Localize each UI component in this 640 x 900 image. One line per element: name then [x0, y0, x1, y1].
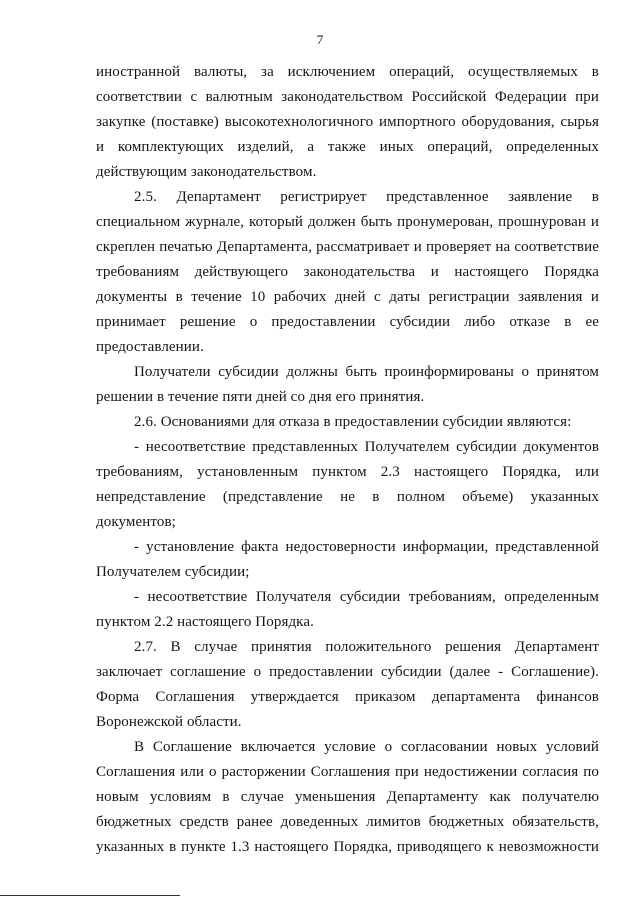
text-line: 2.5. Департамент регистрирует представленное заявление в — [134, 189, 599, 205]
document-body — [96, 60, 599, 860]
text-line: указанных в пункте 1.3 настоящего Порядка, приводящего к невозможности — [96, 839, 599, 855]
text-line: непредставление (представление не в полном объеме) указанных документов; — [96, 489, 599, 530]
text-line: бюджетных средств ранее доведенных лимитов бюджетных обязательств, — [96, 814, 599, 830]
paragraph-recipients-informed — [96, 360, 599, 410]
text-line: скреплен печатью Департамента, рассматривает и проверяет на соответствие — [96, 239, 599, 255]
text-line: - установление факта недостоверности информации, представленной — [134, 539, 599, 555]
text-line: 2.6. Основаниями для отказа в предоставлении субсидии являются: — [134, 414, 572, 430]
paragraph-currency-exceptions — [96, 60, 599, 185]
text-line: Соглашения или о расторжении Соглашения при недостижении согласия по — [96, 764, 599, 780]
text-line: специальном журнале, который должен быть пронумерован, прошнурован и — [96, 214, 599, 230]
text-line: предоставлении. — [96, 339, 204, 355]
paragraph-2-6 — [96, 410, 599, 435]
text-line: требованиям, установленным пунктом 2.3 настоящего Порядка, или — [96, 464, 599, 480]
page-number: 7 — [316, 32, 324, 47]
paragraph-2-5 — [96, 185, 599, 360]
text-line: В Соглашение включается условие о согласовании новых условий — [134, 739, 599, 755]
list-item-document-mismatch — [96, 435, 599, 535]
text-line: Воронежской области. — [96, 714, 242, 730]
text-line: решении в течение пяти дней со дня его принятия. — [96, 389, 425, 405]
text-line: 2.7. В случае принятия положительного решения Департамент — [134, 639, 599, 655]
text-line: и комплектующих изделий, а также иных операций, определенных — [96, 139, 599, 155]
list-item-recipient-mismatch — [96, 585, 599, 635]
text-line: закупке (поставке) высокотехнологичного импортного оборудования, сырья — [96, 114, 599, 130]
list-item-false-information — [96, 535, 599, 585]
text-line: Получателем субсидии; — [96, 564, 250, 580]
text-line: пунктом 2.2 настоящего Порядка. — [96, 614, 314, 630]
text-line: действующим законодательством. — [96, 164, 317, 180]
text-line: Форма Соглашения утверждается приказом департамента финансов — [96, 689, 599, 705]
text-line: - несоответствие представленных Получателем субсидии документов — [134, 439, 599, 455]
text-line: - несоответствие Получателя субсидии требованиям, определенным — [134, 589, 599, 605]
scan-edge-rule — [0, 895, 180, 896]
text-line: Получатели субсидии должны быть проинформированы о принятом — [134, 364, 599, 380]
text-line: иностранной валюты, за исключением операций, осуществляемых в — [96, 64, 599, 80]
text-line: документы в течение 10 рабочих дней с даты регистрации заявления и — [96, 289, 599, 305]
text-line: заключает соглашение о предоставлении субсидии (далее - Соглашение). — [96, 664, 599, 680]
text-line: новым условиям в случае уменьшения Департаменту как получателю — [96, 789, 599, 805]
text-line: принимает решение о предоставлении субсидии либо отказе в ее — [96, 314, 599, 330]
text-line: требованиям действующего законодательства и настоящего Порядка — [96, 264, 599, 280]
paragraph-2-7 — [96, 635, 599, 735]
paragraph-agreement-conditions — [96, 735, 599, 860]
text-line: соответствии с валютным законодательством Российской Федерации при — [96, 89, 599, 105]
